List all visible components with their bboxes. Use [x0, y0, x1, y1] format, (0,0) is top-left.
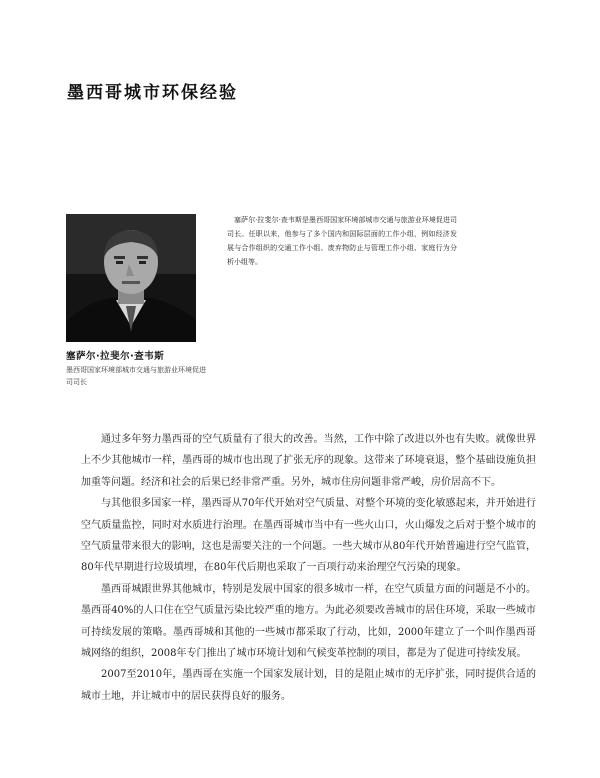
profile-bio-text: 塞萨尔·拉斐尔·查韦斯是墨西哥国家环境部城市交通与旅游业环境促进司司长。任职以来，他参与了多个国内和国际层面的工作小组，例如经济发展与合作组织的交通工作小组、废弃物防止与管理工作小组、家庭行为分析小组等。 — [227, 216, 457, 266]
body-paragraph-1: 通过多年努力墨西哥的空气质量有了很大的改善。当然，工作中除了改进以外也有失败。就像世界上不少其他城市一样，墨西哥的城市也出现了扩张无序的现象。这带来了环境衰退，整个基础设施负担加重等问题。经济和社会的后果已经非常严重。另外，城市住房问题非常严峻，房价居高不下。 — [81, 434, 536, 488]
body-paragraph-4: 2007至2010年，墨西哥在实施一个国家发展计划，目的是阻止城市的无序扩张，同时提供合适的城市土地，并让城市中的居民获得良好的服务。 — [81, 669, 536, 702]
body-paragraph-2: 与其他很多国家一样，墨西哥从70年代开始对空气质量、对整个环境的变化敏感起来，并开始进行空气质量监控，同时对水质进行治理。在墨西哥城市当中有一些火山口，火山爆发之后对于整个城市的空气质量带来很大的影响，这也是需要关注的一个问题。一些大城市从80年代开始普遍进行空气监管，80年代早期进行垃圾填埋，在80年代后期也采取了一百项行动来治理空气污染的现象。 — [81, 498, 536, 574]
body-paragraph-3: 墨西哥城跟世界其他城市，特别是发展中国家的很多城市一样，在空气质量方面的问题是不小的。墨西哥40%的人口住在空气质量污染比较严重的地方。为此必须要改善城市的居住环境，采取一些城市可持续发展的策略。墨西哥城和其他的一些城市都采取了行动，比如，2000年建立了一个叫作墨西哥城网络的组织，2008年专门推出了城市环境计划和气候变革控制的项目，都是为了促进可持续发展。 — [81, 583, 536, 660]
article-title: 墨西哥城市环保经验 — [67, 83, 238, 103]
portrait-photo — [66, 214, 196, 342]
profile-name: 塞萨尔·拉斐尔·查韦斯 — [66, 351, 165, 362]
article-body — [81, 429, 536, 707]
profile-bio — [227, 213, 457, 269]
profile-role: 墨西哥国家环境部城市交通与旅游业环境促进司司长 — [66, 366, 206, 386]
